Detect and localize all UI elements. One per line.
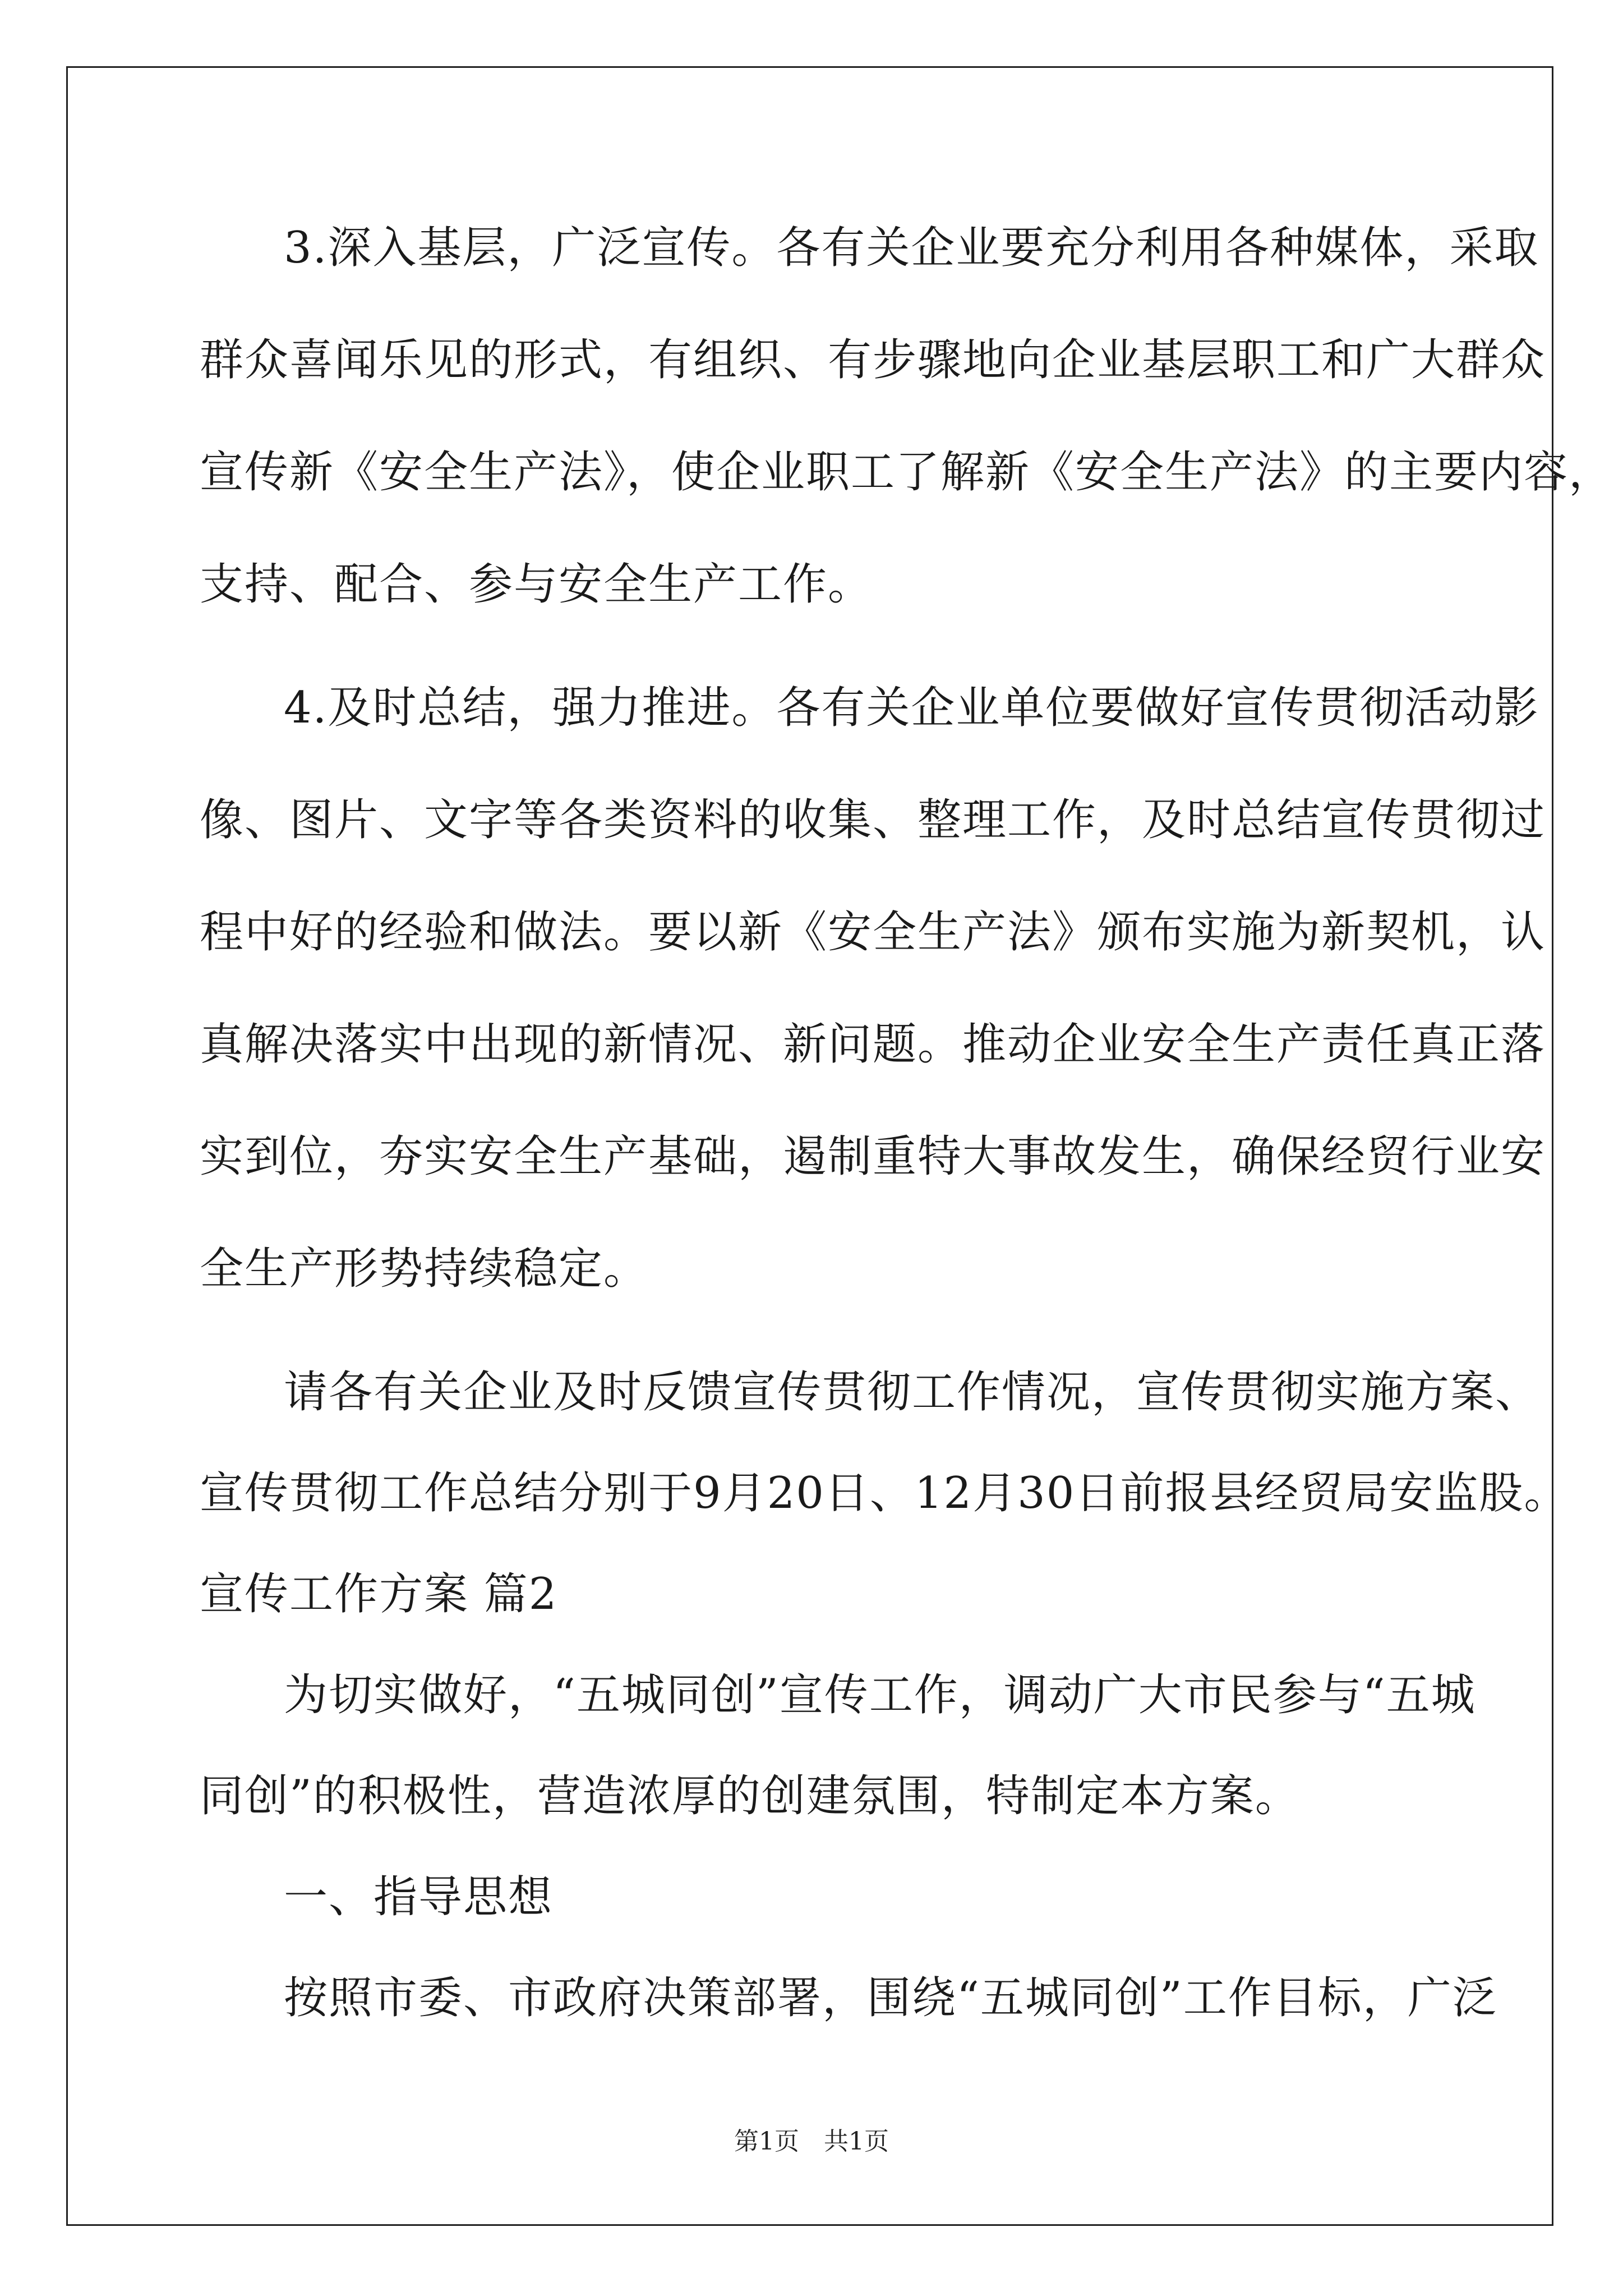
paragraph-line: 请各有关企业及时反馈宣传贯彻工作情况，宣传贯彻实施方案、 (284, 1367, 1541, 1418)
paragraph-line: 按照市委、市政府决策部署，围绕“五城同创”工作目标，广泛 (284, 1973, 1497, 2023)
subsection-heading: 一、指导思想 (284, 1872, 554, 1922)
paragraph-line: 宣传贯彻工作总结分别于9月20日、12月30日前报县经贸局安监股。 (200, 1468, 1569, 1519)
paragraph-line: 真解决落实中出现的新情况、新问题。推动企业安全生产责任真正落 (200, 1019, 1546, 1070)
page-number-footer: 第1页 共1页 (734, 2127, 889, 2156)
paragraph-line: 同创”的积极性，营造浓厚的创建氛围，特制定本方案。 (200, 1771, 1300, 1821)
paragraph-line: 宣传新《安全生产法》，使企业职工了解新《安全生产法》的主要内容， (200, 447, 1614, 498)
paragraph-line: 支持、配合、参与安全生产工作。 (200, 559, 873, 610)
paragraph-line: 实到位，夯实安全生产基础，遏制重特大事故发生，确保经贸行业安 (200, 1131, 1546, 1182)
section-heading: 宣传工作方案 篇2 (200, 1569, 558, 1619)
paragraph-line: 3.深入基层，广泛宣传。各有关企业要充分利用各种媒体，采取 (284, 223, 1539, 273)
paragraph-line: 为切实做好，“五城同创”宣传工作，调动广大市民参与“五城 (284, 1670, 1476, 1720)
paragraph-line: 4.及时总结，强力推进。各有关企业单位要做好宣传贯彻活动影 (284, 683, 1539, 733)
paragraph-line: 群众喜闻乐见的形式，有组织、有步骤地向企业基层职工和广大群众 (200, 335, 1546, 385)
paragraph-line: 程中好的经验和做法。要以新《安全生产法》颁布实施为新契机，认 (200, 907, 1546, 958)
paragraph-line: 像、图片、文字等各类资料的收集、整理工作，及时总结宣传贯彻过 (200, 795, 1546, 845)
paragraph-line: 全生产形势持续稳定。 (200, 1244, 649, 1294)
